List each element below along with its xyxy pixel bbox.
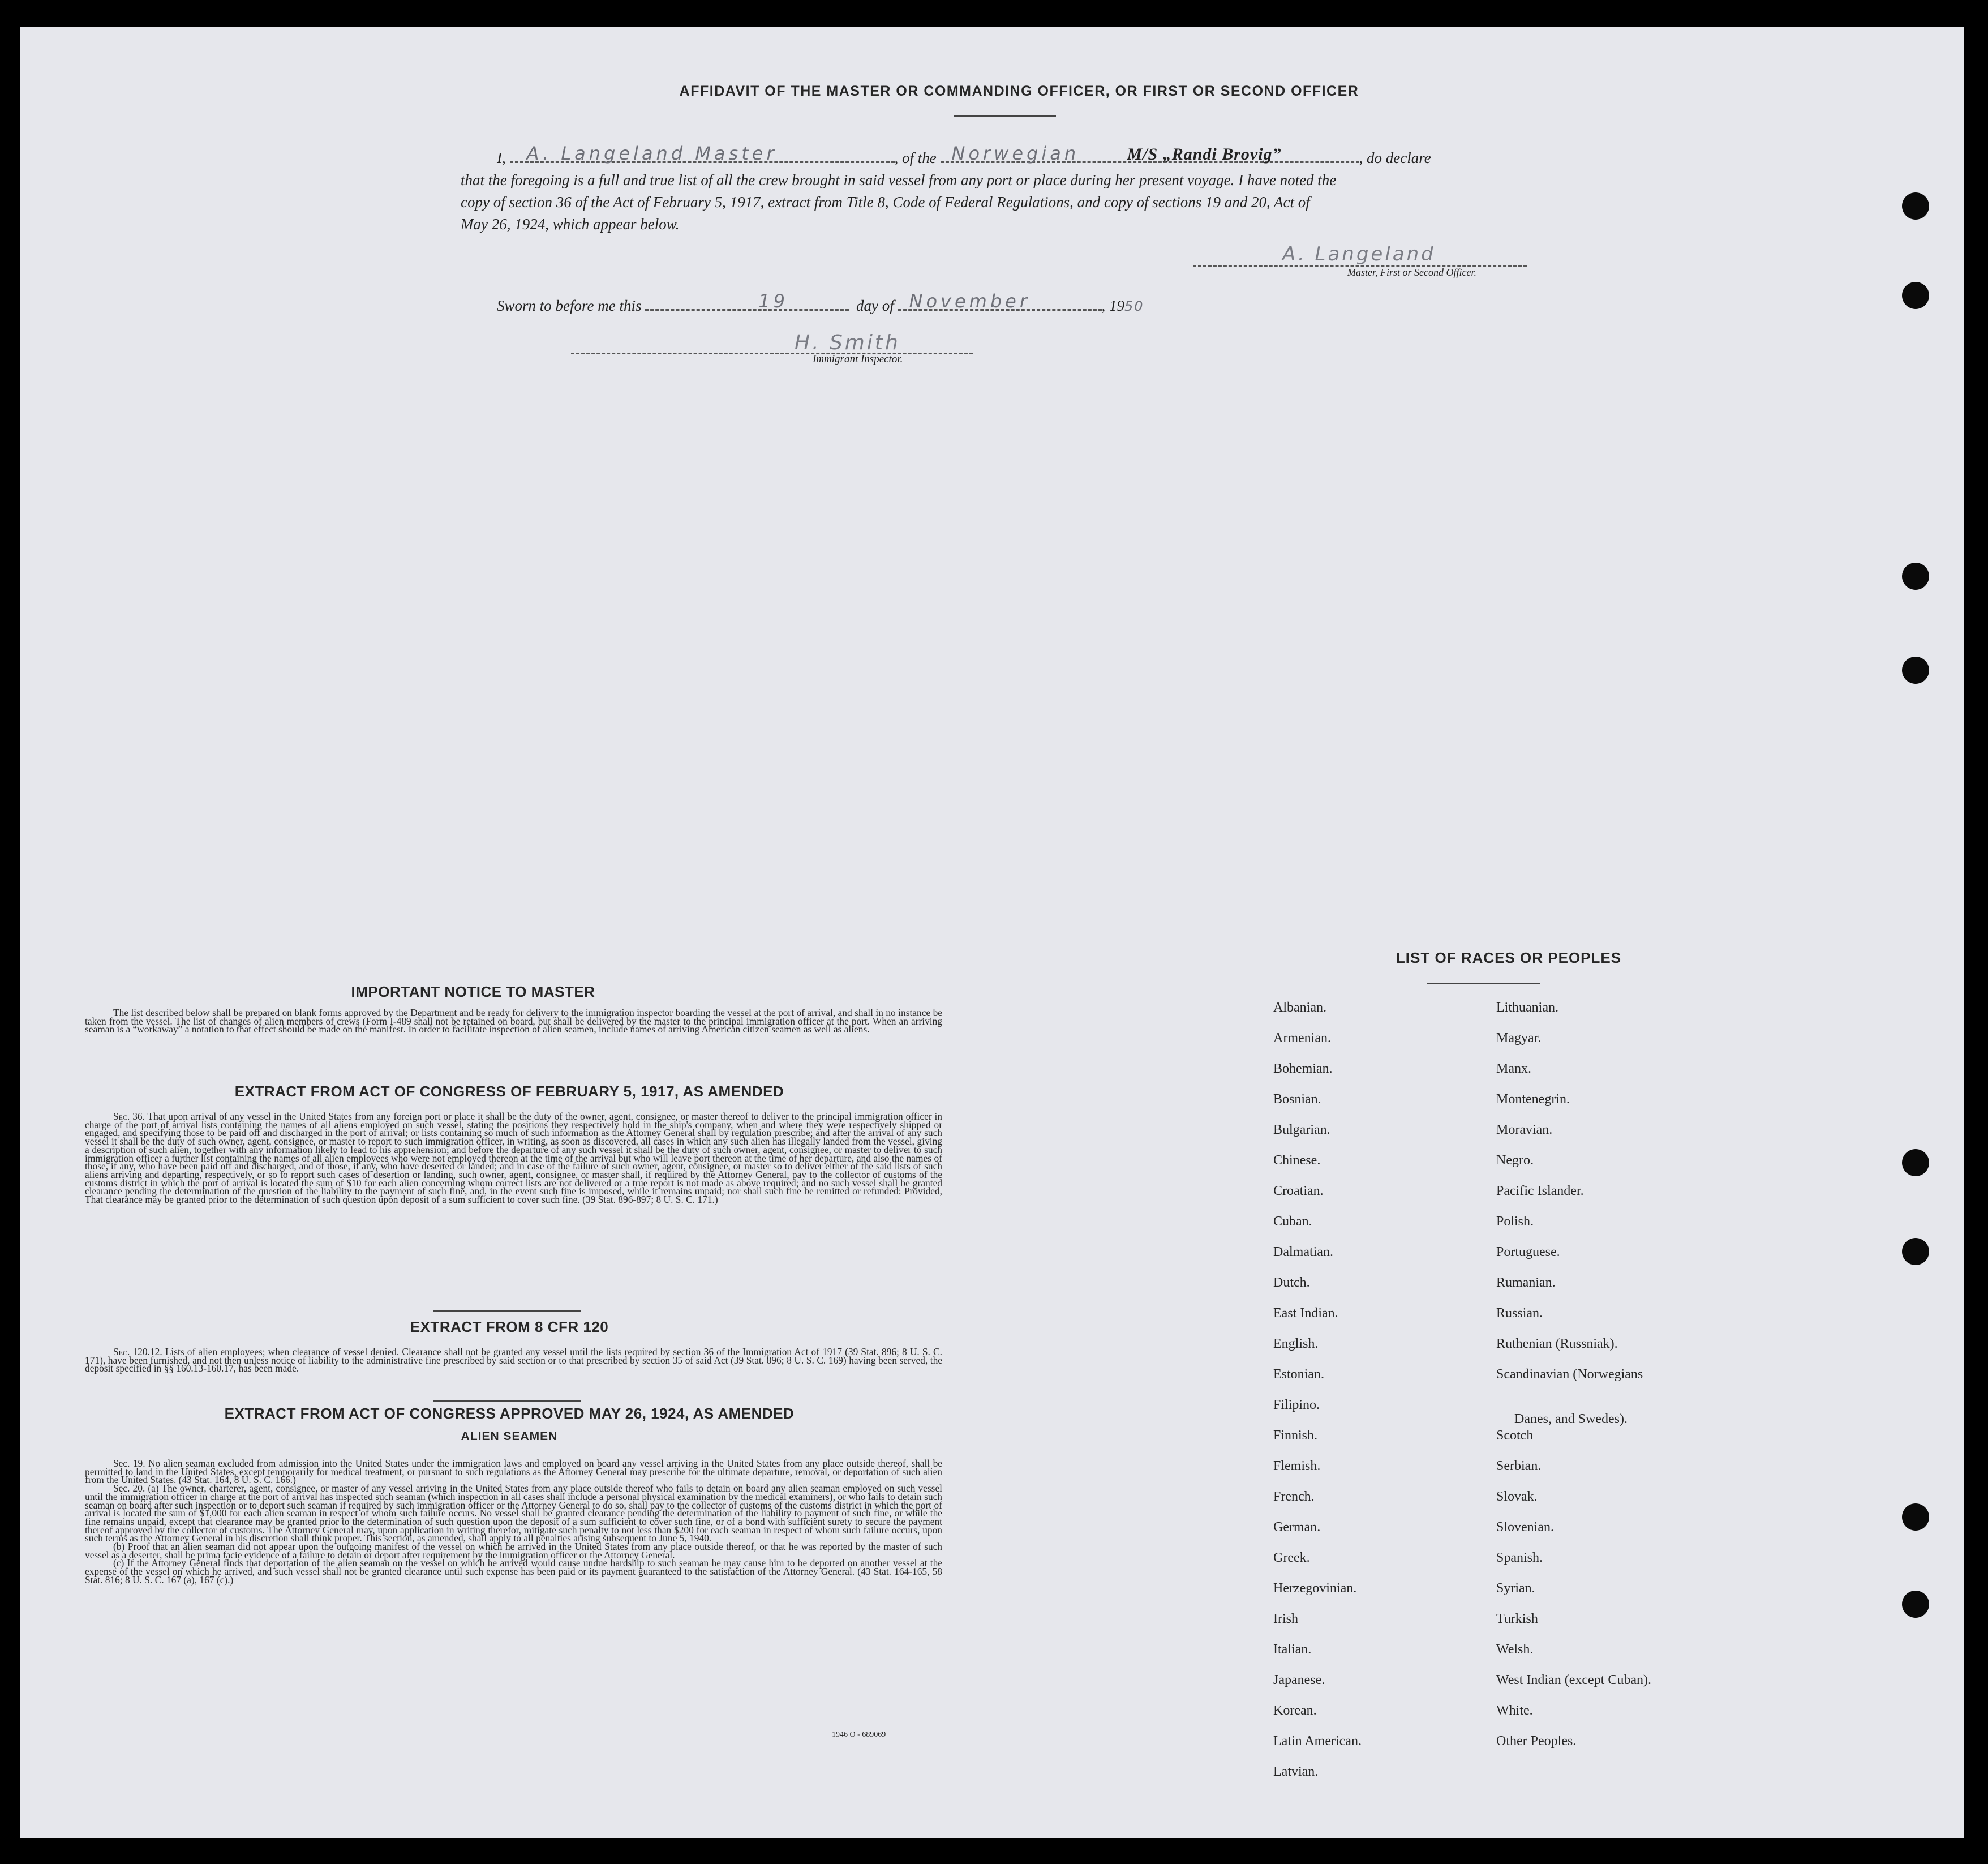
notice-text-body: The list described below shall be prepared on blank forms approved by the Department and be ready for delivery to the immigration inspector boarding the vessel at the port of arrival, and shall in no instance be taken from the vessel. The list of changes of alien members of crews (Form I-489 shall not be retained on board, but shall be delivered by the master to the principal immigration officer at the port. When an arriving seaman is a “workaway” a notation to that effect should be made on the manifest. In order to facilitate inspection of alien seamen, include names of arriving American citizen seamen as well as aliens. [85, 1007, 942, 1035]
races-title: LIST OF RACES OR PEOPLES [1396, 949, 1622, 966]
race-item: German. [1273, 1520, 1321, 1535]
race-item: Rumanian. [1496, 1275, 1556, 1290]
sec36-text: That upon arrival of any vessel in the United States from any foreign port or place it shall be the duty of the owner, agent, consignee, or master thereof to deliver to the principal immigration officer in charge of the port of arrival lists containing the names of all aliens employed on such vessel, stating the positions they respectively hold in the ship's company, when and where they were respectively shipped or engaged, and specifying those to be paid off and discharged in the port of arrival; or lists containing so much of such information as the Attorney General shall by regulation prescribe; and after the arrival of any such vessel it shall be the duty of such owner, agent, consignee, or master to report to such immigration officer, in writing, as soon as discovered, all cases in which any such alien has illegally landed from the vessel, giving a description of such alien, together with any information likely to lead to his apprehension; and before the departure of any such vessel it shall be the duty of such owner, agent, consignee, or master to deliver to such immigration officer a further list containing the names of all alien employees who were not employed thereon at the time of the arrival but who will leave port thereon at the time of her departure, and also the names of those, if any, who have been paid off and discharged, and of those, if any, who have deserted or landed; and in case of the failure of such owner, agent, consignee, or master so to deliver either of the said lists of such aliens arriving and departing, respectively, or so to report such cases of desertion or landing, such owner, agent, consignee, or master shall, if required by the Attorney General, pay to the collector of customs of the customs district in which the port of arrival is located the sum of $10 for each alien concerning whom correct lists are not delivered or a true report is not made as above required; and no such vessel shall be granted clearance pending the determination of the question of the liability to the payment of such fine, and, in the event such fine is imposed, while it remains unpaid; nor shall such fine be remitted or refunded: Provided, That clearance may be granted prior to the determination of such question upon deposit of a sum sufficient to cover such fine. (39 Stat. 896-897; 8 U. S. C. 171.) [85, 1111, 942, 1206]
race-item: Japanese. [1273, 1673, 1325, 1687]
notice-text [85, 1009, 942, 1034]
race-item: Croatian. [1273, 1184, 1324, 1198]
race-item: Scandinavian (Norwegians [1496, 1367, 1643, 1382]
master-name-field [510, 143, 895, 164]
race-item: Dalmatian. [1273, 1245, 1333, 1259]
race-item: Albanian. [1273, 1000, 1326, 1015]
sec36-label: Sec. 36. [113, 1111, 145, 1122]
race-item: Pacific Islander. [1496, 1184, 1584, 1198]
extract-1924-subtitle: ALIEN SEAMEN [461, 1430, 558, 1443]
race-item: Syrian. [1496, 1581, 1535, 1596]
race-item: Spanish. [1496, 1550, 1543, 1565]
divider-2 [433, 1400, 581, 1402]
race-item: Lithuanian. [1496, 1000, 1558, 1015]
race-item: French. [1273, 1489, 1315, 1504]
year-prefix: , 19 [1101, 297, 1124, 314]
race-item: Scotch [1496, 1428, 1534, 1443]
document-page [20, 27, 1964, 1838]
extract-cfr-title: EXTRACT FROM 8 CFR 120 [410, 1318, 609, 1335]
vessel-name: M/S „Randi Brovig” [1127, 145, 1282, 164]
punch-hole-2 [1902, 282, 1929, 309]
punch-hole-6 [1902, 1238, 1929, 1265]
race-item: Polish. [1496, 1214, 1534, 1229]
affidavit-declaration-line [497, 143, 1561, 169]
race-item: Estonian. [1273, 1367, 1324, 1382]
punch-hole-1 [1902, 192, 1929, 220]
inspector-caption: Immigrant Inspector. [813, 353, 903, 365]
race-item: Danes, and Swedes). [1514, 1412, 1628, 1426]
vessel-field [941, 143, 1359, 164]
race-item: Ruthenian (Russniak). [1496, 1336, 1618, 1351]
title-divider [954, 115, 1056, 117]
do-declare-label: , do declare [1359, 149, 1431, 166]
master-signature: A. Langeland [1282, 243, 1436, 265]
nationality-handwriting: Norwegian [951, 143, 1080, 164]
race-item: Flemish. [1273, 1459, 1321, 1473]
race-item: Manx. [1496, 1061, 1531, 1076]
race-item: Serbian. [1496, 1459, 1542, 1473]
race-item: East Indian. [1273, 1306, 1338, 1321]
sec20b-text: (b) Proof that an alien seaman did not appear upon the outgoing manifest of the vessel on which he arrived in the United States from any place outside thereof, or that he was reported by the master of such vessel as a deserter, shall be prima facie evidence of a failure to detain or deport after requirement by the immigration officer or the Attorney General. [85, 1541, 942, 1561]
race-item: English. [1273, 1336, 1319, 1351]
divider-1 [433, 1310, 581, 1312]
day-of-label: day of [856, 297, 894, 314]
race-item: Slovenian. [1496, 1520, 1554, 1535]
race-item: West Indian (except Cuban). [1496, 1673, 1651, 1687]
print-code: 1946 O - 689069 [832, 1730, 886, 1739]
race-item: Korean. [1273, 1703, 1317, 1718]
race-item: Bulgarian. [1273, 1122, 1330, 1137]
race-item: Welsh. [1496, 1642, 1534, 1657]
race-item: Portuguese. [1496, 1245, 1560, 1259]
races-divider [1427, 983, 1540, 984]
punch-hole-7 [1902, 1503, 1929, 1531]
extract-1924-title: EXTRACT FROM ACT OF CONGRESS APPROVED MAY 26, 1924, AS AMENDED [224, 1405, 795, 1422]
race-item: Finnish. [1273, 1428, 1318, 1443]
inspector-signature-line [571, 352, 973, 354]
race-item: Bosnian. [1273, 1092, 1321, 1107]
race-item: Greek. [1273, 1550, 1310, 1565]
inspector-signature: H. Smith [795, 331, 900, 354]
race-item: Russian. [1496, 1306, 1543, 1321]
month-handwriting: November [909, 290, 1031, 312]
affidavit-body-line-1: that the foregoing is a full and true list of all the crew brought in said vessel from any port or place during her present voyage. I have noted the [461, 172, 1337, 188]
sec20a-text: Sec. 20. (a) The owner, charterer, agent, consignee, or master of any vessel arriving in the United States from any place outside thereof who fails to detain on board any alien seaman employed on such vessel until the immigration officer in charge at the port of arrival has inspected such seaman (which inspection in all cases shall include a personal physical examination by the medical examiners), or who fails to detain such seaman on board after such inspection or to deport such seaman if required by such immigration officer or the Attorney General to do so, shall pay to the collector of customs of the customs district in which the port of arrival is located the sum of $1,000 for each alien seaman in respect of whom such failure occurs. No vessel shall be granted clearance pending the determination of the liability to payment of such fine, or while the fine remains unpaid, except that clearance may be granted prior to the determination of such question upon the deposit of a sum sufficient to cover such fine, or of a bond with sufficient surety to secure the payment thereof approved by the collector of customs. The Attorney General may, upon application in writing therefor, mitigate such penalty to not less than $200 for each seaman in respect of whom such failure occurs, upon such terms as the Attorney General in his discretion shall think proper. This section, as amended, shall apply to all penalties arising subsequent to June 5, 1940. [85, 1482, 942, 1544]
race-item: White. [1496, 1703, 1533, 1718]
race-item: Filipino. [1273, 1398, 1320, 1412]
race-item: Herzegovinian. [1273, 1581, 1357, 1596]
extract-1917-text [85, 1112, 942, 1204]
race-item: Other Peoples. [1496, 1734, 1577, 1749]
notice-title: IMPORTANT NOTICE TO MASTER [351, 983, 595, 1000]
punch-hole-8 [1902, 1591, 1929, 1618]
punch-hole-4 [1902, 657, 1929, 684]
extract-1924-text [85, 1459, 942, 1584]
day-field [645, 290, 849, 312]
race-item: Irish [1273, 1612, 1298, 1626]
race-item: Chinese. [1273, 1153, 1321, 1168]
master-name-handwriting: A. Langeland Master [526, 143, 778, 164]
punch-hole-5 [1902, 1149, 1929, 1176]
race-item: Bohemian. [1273, 1061, 1333, 1076]
i-label: I, [497, 149, 506, 166]
extract-cfr-text [85, 1348, 942, 1373]
month-field [898, 290, 1102, 312]
affidavit-title: AFFIDAVIT OF THE MASTER OR COMMANDING OFFICER, OR FIRST OR SECOND OFFICER [679, 83, 1359, 99]
race-item: Armenian. [1273, 1031, 1331, 1045]
master-signature-caption: Master, First or Second Officer. [1347, 267, 1476, 278]
day-handwriting: 19 [758, 290, 788, 312]
race-item: Italian. [1273, 1642, 1312, 1657]
sec20c-text: (c) If the Attorney General finds that deportation of the alien seaman on the vessel on which he arrived would cause undue hardship to such seaman he may cause him to be deported on another vessel at the expense of the vessel on which he arrived, and such vessel shall not be granted clearance until such expense has been paid or its payment guaranteed to the satisfaction of the Attorney General. (43 Stat. 164-165, 58 Stat. 816; 8 U. S. C. 167 (a), 167 (c).) [85, 1557, 942, 1586]
sworn-line [497, 290, 1278, 318]
affidavit-body-line-3: May 26, 1924, which appear below. [461, 216, 680, 233]
race-item: Montenegrin. [1496, 1092, 1570, 1107]
sec120-label: Sec. 120.12. [113, 1346, 162, 1357]
race-item: Turkish [1496, 1612, 1538, 1626]
year-handwriting: 50 [1124, 298, 1144, 314]
race-item: Slovak. [1496, 1489, 1538, 1504]
extract-1917-title: EXTRACT FROM ACT OF CONGRESS OF FEBRUARY 5, 1917, AS AMENDED [234, 1083, 784, 1100]
race-item: Magyar. [1496, 1031, 1542, 1045]
sworn-label: Sworn to before me this [497, 297, 642, 314]
of-the-label: , of the [894, 149, 937, 166]
race-item: Cuban. [1273, 1214, 1312, 1229]
sec120-text: Lists of alien employees; when clearance of vessel denied. Clearance shall not be granted any vessel until the lists required by section 36 of the Immigration Act of 1917 (39 Stat. 896; 8 U. S. C. 171), have been furnished, and not then unless notice of liability to the administrative fine prescribed by said section or to that prescribed by section 35 of said Act (39 Stat. 896; 8 U. S. C. 169) having been served, the deposit specified in §§ 160.13-160.17, has been made. [85, 1346, 942, 1374]
punch-hole-3 [1902, 563, 1929, 590]
race-item: Latvian. [1273, 1764, 1319, 1779]
race-item: Latin American. [1273, 1734, 1362, 1749]
race-item: Moravian. [1496, 1122, 1553, 1137]
race-item: Negro. [1496, 1153, 1534, 1168]
race-item: Dutch. [1273, 1275, 1310, 1290]
sec19-text: Sec. 19. No alien seaman excluded from admission into the United States under the immigration laws and employed on board any vessel arriving in the United States from any place outside thereof, shall be permitted to land in the United States, except temporarily for medical treatment, or pursuant to such regulations as the Attorney General may prescribe for the ultimate departure, removal, or deportation of such alien from the United States. (43 Stat. 164, 8 U. S. C. 166.) [85, 1458, 942, 1486]
affidavit-body-line-2: copy of section 36 of the Act of February 5, 1917, extract from Title 8, Code of Federal Regulations, and copy of sections 19 and 20, Act of [461, 194, 1310, 211]
